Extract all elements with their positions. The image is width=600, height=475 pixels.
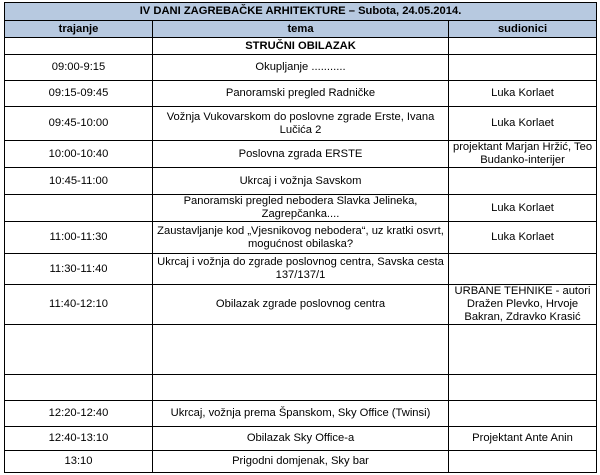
cell-time: [5, 195, 153, 222]
table-row: [5, 168, 597, 195]
cell-participants: [449, 38, 597, 55]
cell-participants: URBANE TEHNIKE - autori Dražen Plevko, Hrvoje Bakran, Zdravko Krasić: [449, 285, 597, 325]
cell-participants: [449, 375, 597, 401]
cell-time: 09:00-9:15: [5, 55, 153, 81]
cell-time: 11:00-11:30: [5, 222, 153, 254]
cell-participants: Luka Korlaet: [449, 195, 597, 222]
table-row: [5, 141, 597, 168]
cell-topic: Ukrcaj, vožnja prema Španskom, Sky Office (Twinsi): [153, 401, 449, 427]
cell-participants: [449, 401, 597, 427]
cell-topic: Panoramski pregled nebodera Slavka Jelineka, Zagrepčanka....: [153, 195, 449, 222]
cell-topic: Obilazak zgrade poslovnog centra: [153, 285, 449, 325]
cell-participants: [449, 325, 597, 375]
cell-topic: Panoramski pregled Radničke: [153, 81, 449, 107]
cell-participants: Luka Korlaet: [449, 81, 597, 107]
cell-topic: STRUČNI OBILAZAK: [153, 38, 449, 55]
cell-participants: [449, 254, 597, 285]
cell-time: 11:40-12:10: [5, 285, 153, 325]
cell-time: 11:30-11:40: [5, 254, 153, 285]
header-row: [5, 21, 597, 38]
cell-time: [5, 38, 153, 55]
cell-time: 09:15-09:45: [5, 81, 153, 107]
table-row: [5, 285, 597, 325]
table-row: [5, 195, 597, 222]
cell-topic: Poslovna zgrada ERSTE: [153, 141, 449, 168]
cell-topic: Prigodni domjenak, Sky bar: [153, 451, 449, 473]
cell-topic: Zaustavljanje kod „Vjesnikovog nebodera“, uz kratki osvrt, mogućnost obilaska?: [153, 222, 449, 254]
table-row: [5, 375, 597, 401]
cell-participants: Luka Korlaet: [449, 107, 597, 141]
table-row: [5, 325, 597, 375]
table-row: [5, 427, 597, 451]
table-row: [5, 222, 597, 254]
cell-time: 12:20-12:40: [5, 401, 153, 427]
schedule-table: [4, 2, 597, 473]
cell-participants: [449, 168, 597, 195]
cell-topic: [153, 375, 449, 401]
table-title: IV DANI ZAGREBAČKE ARHITEKTURE – Subota, 24.05.2014.: [5, 3, 597, 21]
title-row: [5, 3, 597, 21]
cell-topic: Ukrcaj i vožnja Savskom: [153, 168, 449, 195]
cell-participants: [449, 451, 597, 473]
header-participants: sudionici: [449, 21, 597, 38]
table-row: [5, 401, 597, 427]
cell-topic: Okupljanje ...........: [153, 55, 449, 81]
cell-participants: [449, 55, 597, 81]
cell-participants: projektant Marjan Hržić, Teo Budanko-interijer: [449, 141, 597, 168]
cell-topic: Vožnja Vukovarskom do poslovne zgrade Erste, Ivana Lučića 2: [153, 107, 449, 141]
table-row: [5, 81, 597, 107]
cell-time: [5, 325, 153, 375]
cell-topic: Ukrcaj i vožnja do zgrade poslovnog centra, Savska cesta 137/137/1: [153, 254, 449, 285]
cell-time: 09:45-10:00: [5, 107, 153, 141]
cell-time: 10:45-11:00: [5, 168, 153, 195]
cell-topic: Obilazak Sky Office-a: [153, 427, 449, 451]
cell-time: [5, 375, 153, 401]
cell-participants: Projektant Ante Anin: [449, 427, 597, 451]
table-row: [5, 55, 597, 81]
table-row: [5, 451, 597, 473]
table-row: [5, 38, 597, 55]
schedule-body: [5, 38, 597, 473]
table-row: [5, 254, 597, 285]
cell-time: 10:00-10:40: [5, 141, 153, 168]
header-topic: tema: [153, 21, 449, 38]
cell-time: 13:10: [5, 451, 153, 473]
cell-time: 12:40-13:10: [5, 427, 153, 451]
cell-topic: [153, 325, 449, 375]
header-time: trajanje: [5, 21, 153, 38]
cell-participants: Luka Korlaet: [449, 222, 597, 254]
table-row: [5, 107, 597, 141]
